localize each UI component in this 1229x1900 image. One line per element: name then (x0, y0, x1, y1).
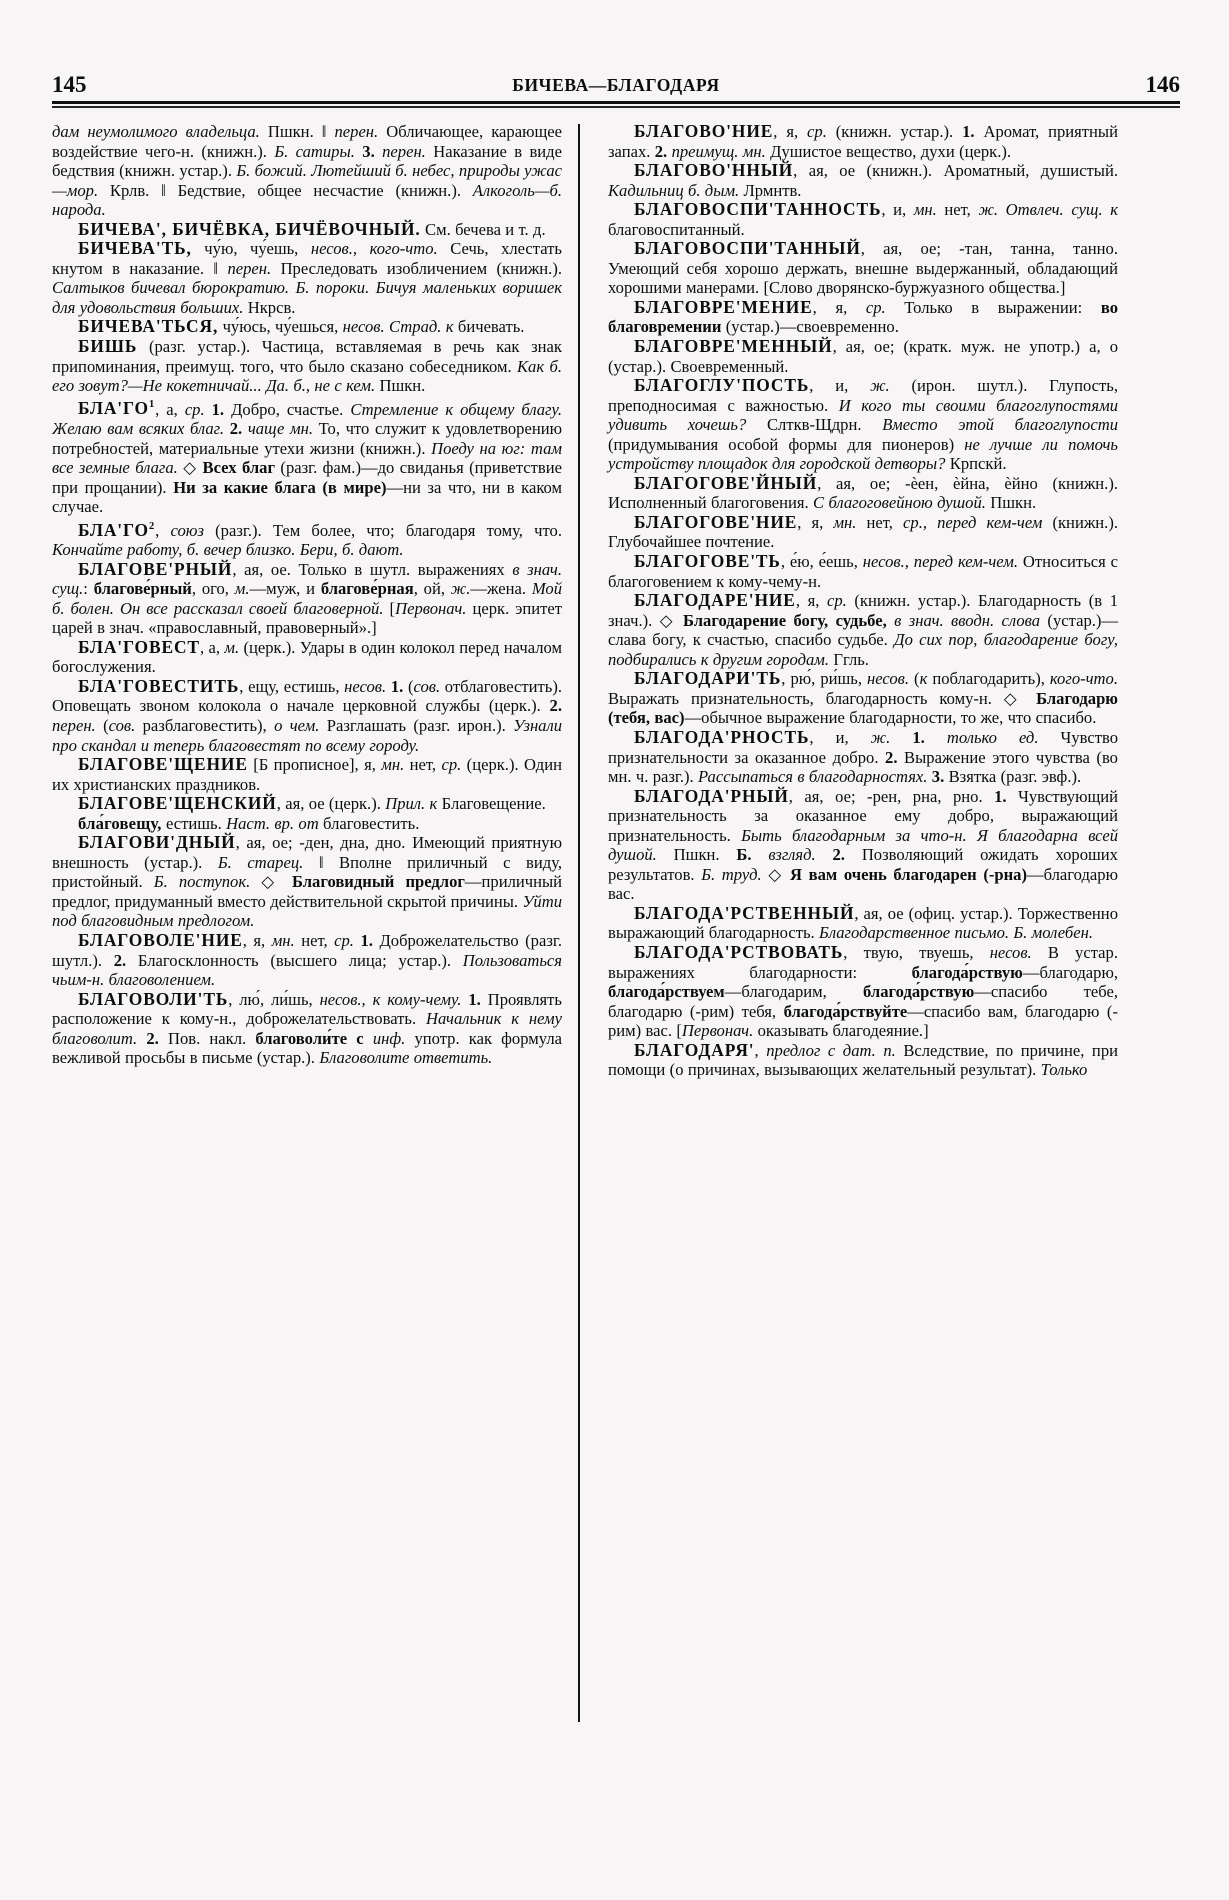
entry-continuation: дам неумолимого владельца. Пшкн. ‖ перен. Обличающее, карающее воздействие чего-н. (книжн.). Б. сатиры. 3. перен. Наказание в виде бедствия (книжн. устар.). Б. божий. Лютейший б. небес, природы ужас—мор. Крлв. ‖ Бедствие, общее несчастие (книжн.). Алкоголь—б. народа. (52, 122, 563, 220)
dictionary-entry: БИЧЕВА'ТЬСЯ, чу́юсь, чу́ешься, несов. Страд. к бичевать. (78, 316, 525, 337)
dictionary-entry: БЛАГОДАРЕ'НИЕ, я, ср. (книжн. устар.). Благодарность (в 1 знач.). ◇ Благодарение богу, судьбе, в знач. вводн. слова (устар.)—слава богу, к счастью, спасибо судьбе. До сих пор, благодарение богу, подбирались к другим городам. Ггль. (608, 590, 1119, 669)
dictionary-entry: БЛАГОДА'РНОСТЬ, и, ж. 1. только ед. Чувство признательности за оказанное добро. 2. Выражение этого чувства (во мн. ч. разг.). Рассыпаться в благодарностях. 3. Взятка (разг. эвф.). (608, 726, 1118, 787)
dictionary-entry: БЛАГОВОЛИ'ТЬ, лю́, ли́шь, несов., к кому-чему. 1. Проявлять расположение к кому-н., доброжелательствовать. Начальник к нему благоволит. 2. Пов. накл. благоволи́те с инф. употр. как формула вежливой просьбы в письме (устар.). Благоволите ответить. (52, 988, 562, 1068)
running-head-title: БИЧЕВА—БЛАГОДАРЯ (512, 74, 720, 95)
dictionary-entry: БЛАГОВО'НИЕ, я, ср. (книжн. устар.). 1. Аромат, приятный запах. 2. преимущ. мн. Душистое вещество, духи (церк.). (608, 121, 1118, 161)
rule-thick (52, 101, 1180, 104)
dictionary-entry: БЛА'ГОВЕСТИТЬ, ещу, естишь, несов. 1. (сов. отблаговестить). Оповещать звоном колокола о начале церковной службы (церк.). 2. перен. (сов. разблаговестить), о чем. Разглашать (разг. ирон.). Узнали про скандал и теперь благовестят по всему городу. (52, 675, 563, 755)
folio-right: 146 (1145, 72, 1180, 97)
dictionary-entry: БЛАГОВОСПИ'ТАННЫЙ, ая, ое; -тан, танна, танно. Умеющий себя хорошо держать, внешне выдержанный, обладающий хорошими манерами. [Слово дворянско-буржуазного общества.] (608, 238, 1118, 298)
dictionary-entry: БЛАГОДА'РСТВЕННЫЙ, ая, ое (офиц. устар.). Торжественно выражающий благодарность. Благодарственное письмо. Б. молебен. (608, 902, 1118, 943)
dictionary-entry: БЛАГОВОЛЕ'НИЕ, я, мн. нет, ср. 1. Доброжелательство (разг. шутл.). 2. Благосклонность (высшего лица; устар.). Пользоваться чьим-н. благоволением. (52, 930, 562, 990)
dictionary-entry: БЛАГОВОСПИ'ТАННОСТЬ, и, мн. нет, ж. Отвлеч. сущ. к благовоспитанный. (608, 199, 1118, 239)
dictionary-entry: БЛАГОВЕ'ЩЕНСКИЙ, ая, ое (церк.). Прил. к Благовещение. (78, 793, 546, 814)
column-left (52, 122, 578, 1842)
dictionary-entry: БЛАГОВРЕ'МЕННЫЙ, ая, ое; (кратк. муж. не употр.) а, о (устар.). Своевременный. (608, 336, 1118, 376)
header-rules (52, 101, 1180, 108)
column-right (580, 122, 1118, 1842)
dictionary-entry: БЛАГОВЕ'ЩЕНИЕ [Б прописное], я, мн. нет, ср. (церк.). Один их христианских праздников. (52, 754, 562, 794)
dictionary-entry: БЛА'ГОВЕСТ, а, м. (церк.). Удары в один колокол перед началом богослужения. (52, 636, 562, 677)
dictionary-entry: БЛАГОДАРИ'ТЬ, рю́, ри́шь, несов. (к поблагодарить), кого-что. Выражать признательность, благодарность кому-н. ◇ Благодарю (тебя, вас)—обычное выражение благодарности, то же, что спасибо. (608, 668, 1118, 728)
folio-left: 145 (52, 72, 87, 97)
rule-thin (52, 106, 1180, 108)
dictionary-entry: БЛАГОГЛУ'ПОСТЬ, и, ж. (ирон. шутл.). Глупость, преподносимая с важностью. И кого ты своими благоглупостями удивить хочешь? Слткв-Щдрн. Вместо этой благоглупости (придумывания особой формы для пионеров) не лучше ли помочь устройству площадок для городской детворы? Крпскй. (608, 375, 1119, 474)
dictionary-entry: БИШЬ (разг. устар.). Частица, вставляемая в речь как знак припоминания, преимущ. того, что было сказано собеседником. Как б. его зовут?—Не кокетничай... Да. б., не с кем. Пшкн. (52, 336, 562, 396)
dictionary-entry: БЛАГОВРЕ'МЕНИЕ, я, ср. Только в выражении: во благовремении (устар.)—своевременно. (608, 296, 1118, 337)
dictionary-entry: БЛАГОДА'РНЫЙ, ая, ое; -рен, рна, рно. 1. Чувствующий признательность за оказанное ему добро, выражающий признательность. Быть благодарным за что-н. Я благодарна всей душой. Пшкн. Б. взгляд. 2. Позволяющий ожидать хороших результатов. Б. труд. ◇ Я вам очень благодарен (-рна)—благодарю вас. (608, 785, 1118, 904)
dictionary-entry: БЛАГОВЕ'РНЫЙ, ая, ое. Только в шутл. выражениях в знач. сущ.: благове́рный, ого, м.—муж, и благове́рная, ой, ж.—жена. Мой б. болен. Он все рассказал своей благоверной. [Первонач. церк. эпитет царей в знач. «православный, правоверный».] (52, 558, 563, 638)
dictionary-entry: БЛАГОГОВЕ'ТЬ, е́ю, е́ешь, несов., перед кем-чем. Относиться с благоговением к кому-чему-н. (608, 551, 1119, 591)
dictionary-entry: БЛАГОГОВЕ'НИЕ, я, мн. нет, ср., перед кем-чем (книжн.). Глубочайшее почтение. (608, 511, 1118, 552)
dictionary-entry: бла́говещу, естишь. Наст. вр. от благовестить. (78, 813, 420, 833)
dictionary-entry: $БЛА'ГО^2$, союз (разг.). Тем более, что; благодаря тому, что. Кончайте работу, б. вечер близко. Бери, б. дают. (52, 519, 562, 560)
text-columns (52, 122, 1182, 1842)
running-head (52, 62, 1180, 96)
dictionary-entry: БЛАГОВИ'ДНЫЙ, ая, ое; -ден, дна, дно. Имеющий приятную внешность (устар.). Б. старец. ‖ Вполне приличный с виду, пристойный. Б. поступок. ◇ Благовидный предлог—приличный предлог, придуманный вместо действительной скрытой причины. Уйти под благовидным предлогом. (52, 832, 562, 931)
dictionary-entry: БЛАГОГОВЕ'ЙНЫЙ, ая, ое; -ѐен, ѐйна, ѐйно (книжн.). Исполненный благоговения. С благоговейною душой. Пшкн. (608, 472, 1118, 513)
dictionary-entry: БЛАГОВО'ННЫЙ, ая, ое (книжн.). Ароматный, душистый. Кадильниц б. дым. Лрмнтв. (608, 160, 1118, 200)
dictionary-entry: БИЧЕВА'ТЬ, чу́ю, чу́ешь, несов., кого-что. Сечь, хлестать кнутом в наказание. ‖ перен. Преследовать изобличением (книжн.). Салтыков бичевал бюрократию. Б. пороки. Бичуя маленьких воришек для удовольствия больших. Нкрсв. (52, 238, 562, 317)
dictionary-entry: БЛАГОДА'РСТВОВАТЬ, твую, твуешь, несов. В устар. выражениях благодарности: благода́рствую—благодарю, благода́рствуем—благодарим, благода́рствую—спасибо тебе, благодарю (-рим) тебя, благода́рствуйте—спасибо вам, благодарю (-рим) вас. [Первонач. оказывать благодеяние.] (608, 941, 1118, 1041)
dictionary-entry: БЛАГОДАРЯ', предлог с дат. п. Вследствие, по причине, при помощи (о причинах, вызывающих желательный результат). Только (608, 1039, 1118, 1080)
dictionary-entry: БИЧЕВА', БИЧЁВКА, БИЧЁВОЧНЫЙ. См. бечева и т. д. (78, 218, 546, 239)
dictionary-entry: $БЛА'ГО^1$, а, ср. 1. Добро, счастье. Стремление к общему благу. Желаю вам всяких благ. 2. чаще мн. То, что служит к удовлетворению потребностей, материальные утехи жизни (книжн.). Поеду на юг: там все земные блага. ◇ Всех благ (разг. фам.)—до свиданья (приветствие при прощании). Ни за какие блага (в мире)—ни за что, ни в каком случае. (52, 398, 563, 517)
